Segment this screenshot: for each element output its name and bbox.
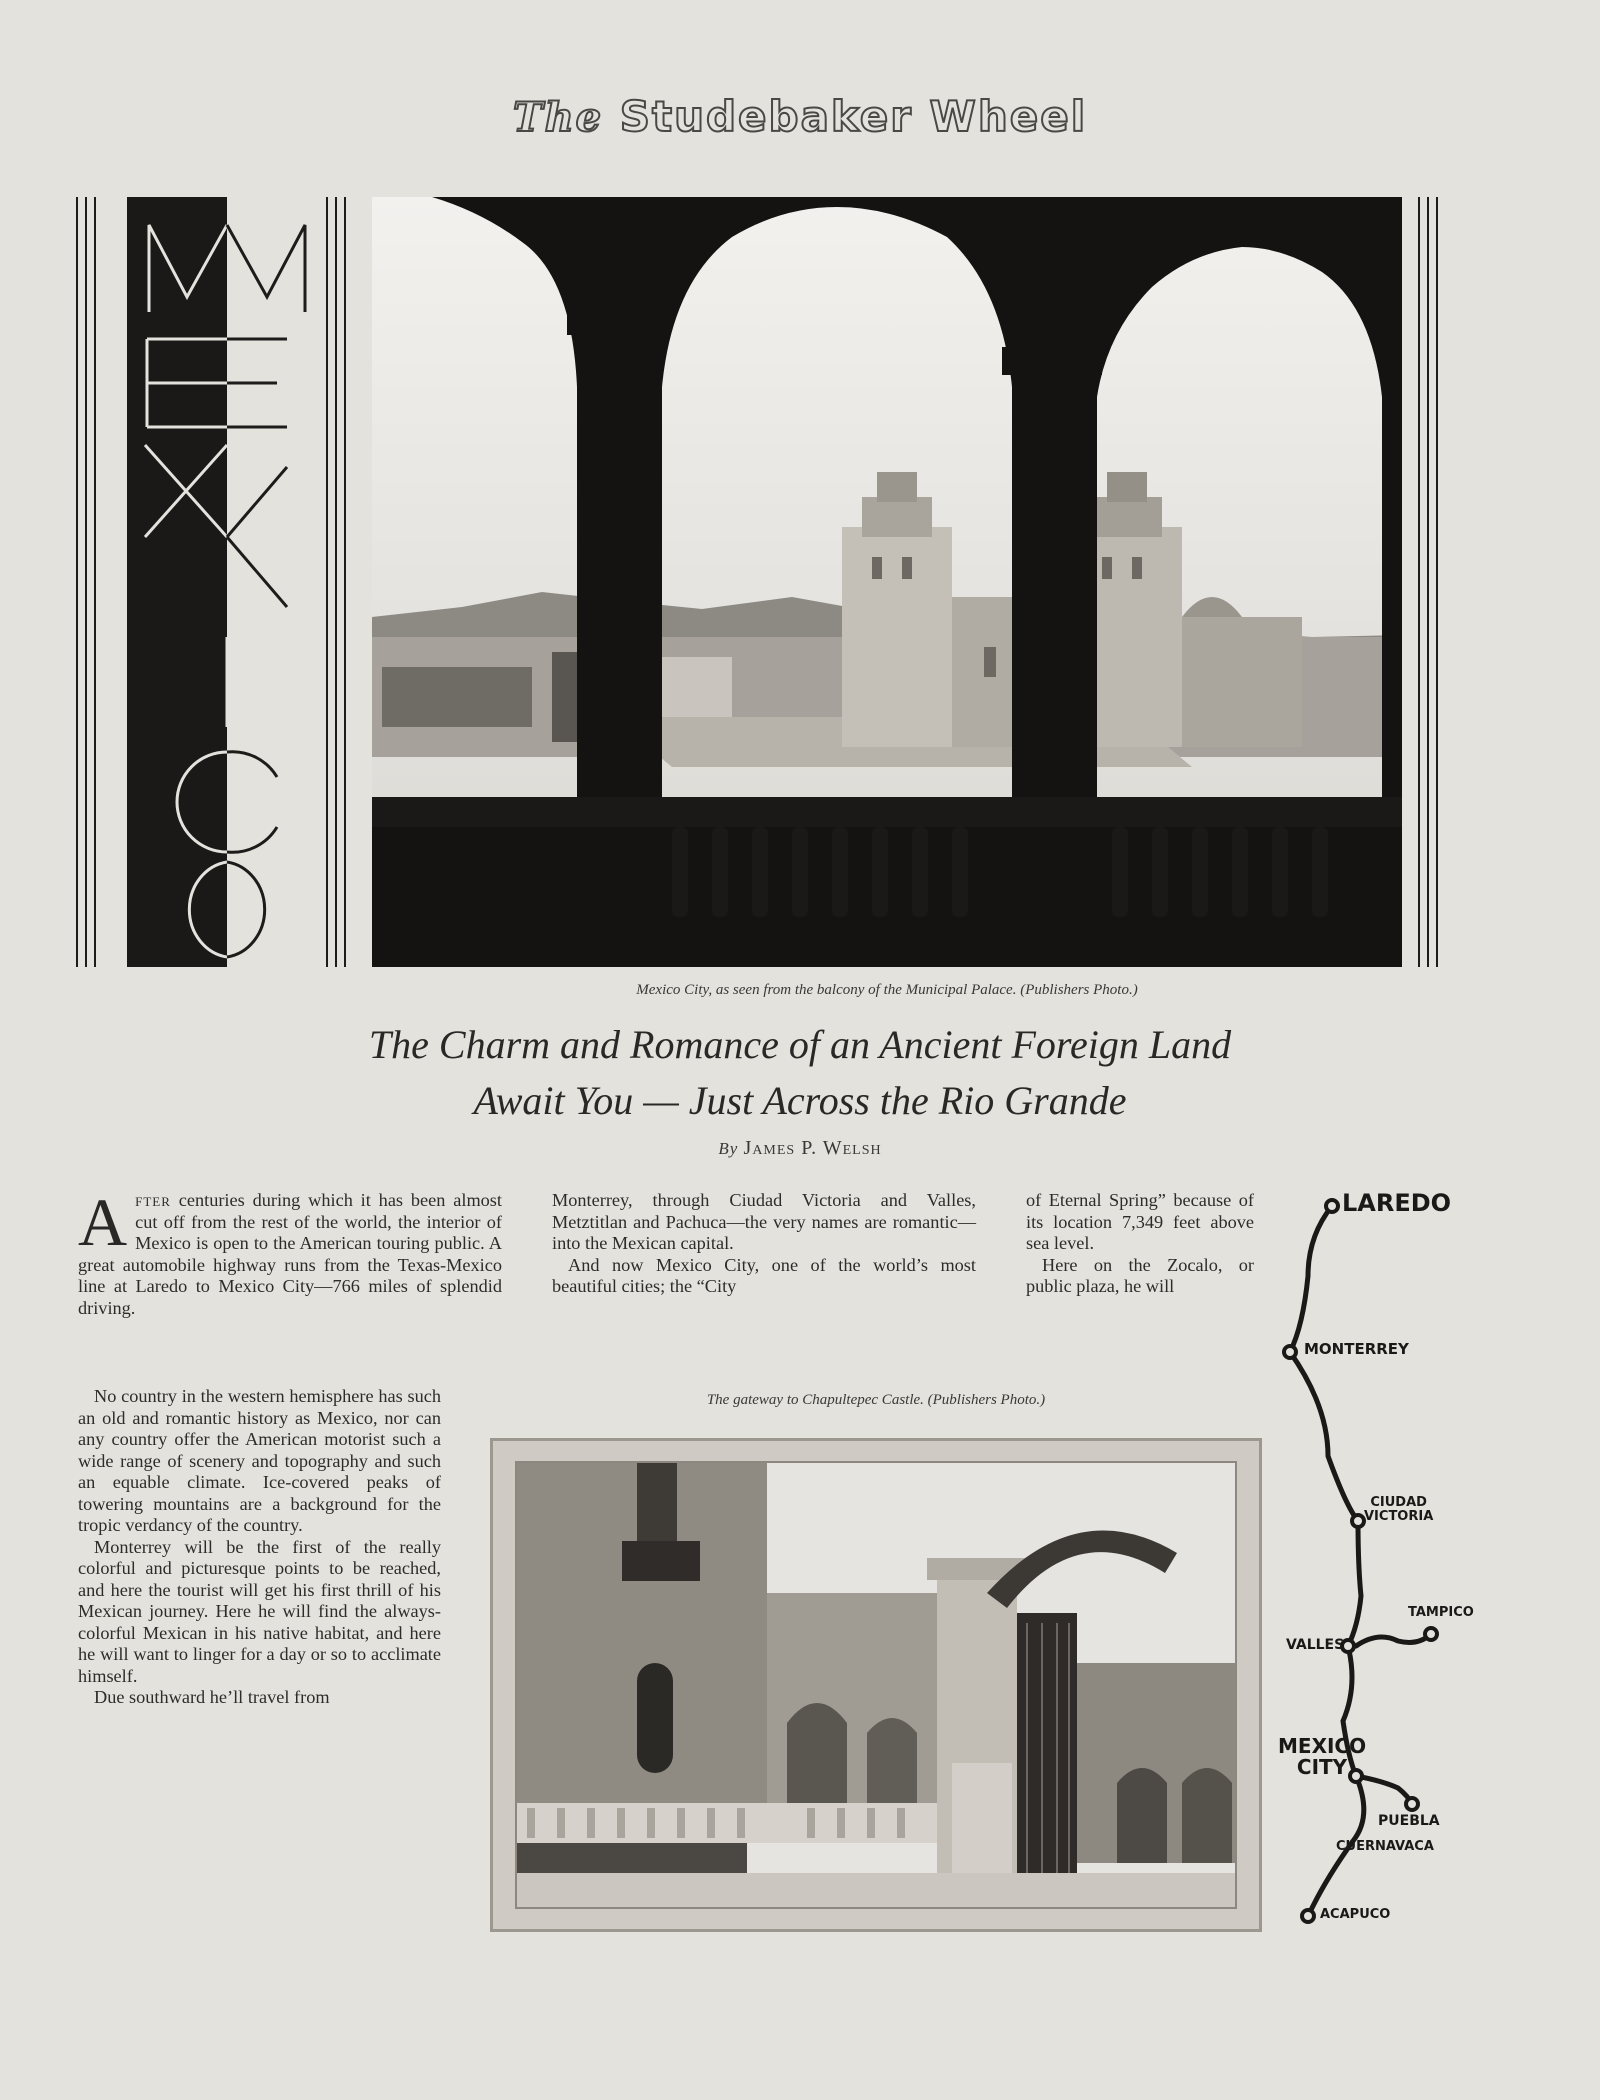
headline-line-2: Await You — Just Across the Rio Grande [473, 1078, 1127, 1123]
map-marker-tampico [1425, 1628, 1437, 1640]
article-paragraph: Monterrey will be the first of the really colorful and picturesque points to be reached, and here the tourist will get his first thrill of his Mexican journey. Here he will find the always-colorful Mexican in his native habitat, and here he will want to linger for a day or so to acclimate himself. [78, 1536, 441, 1686]
left-rules [76, 197, 116, 967]
main-photo [372, 197, 1402, 967]
article-column-1-continued [78, 1386, 441, 1709]
map-label-ciudad-victoria [1364, 1496, 1433, 1523]
balcony-arches-illustration [372, 197, 1402, 967]
letter-x [145, 445, 287, 607]
route-map [1268, 1176, 1474, 1936]
headline-line-1: The Charm and Romance of an Ancient Foreign Land [368, 1022, 1232, 1067]
map-label-ciudad: CIUDAD [1370, 1495, 1427, 1510]
map-label-mexico: MEXICO [1278, 1734, 1367, 1758]
letter-m [149, 225, 227, 312]
paragraph-text: centuries during which it has been almost cut off from the rest of the world, the interior of Mexico is open to the American touring public. A great automobile highway runs from the Texas-Mexico line at Laredo to Mexico City—766 miles of splendid driving. [78, 1190, 502, 1318]
map-marker-ciudad-victoria [1352, 1515, 1364, 1527]
map-label-mexico-city [1278, 1736, 1366, 1778]
gate-photo [490, 1438, 1262, 1932]
article-paragraph: Monterrey, through Ciudad Victoria and Valles, Metztitlan and Pachuca—the very names are romantic—into the Mexican capital. [552, 1190, 976, 1253]
right-rules [1418, 197, 1458, 967]
map-label-acapuco: ACAPUCO [1320, 1907, 1391, 1922]
article-paragraph: And now Mexico City, one of the world’s most beautiful cities; the “City [552, 1254, 976, 1296]
map-label-tampico: TAMPICO [1408, 1605, 1474, 1620]
map-marker-laredo [1326, 1200, 1338, 1212]
masthead [0, 92, 1600, 141]
article-column-2 [552, 1190, 976, 1298]
main-photo-caption: Mexico City, as seen from the balcony of the Municipal Palace. (Publishers Photo.) [636, 982, 1138, 998]
map-label-puebla: PUEBLA [1378, 1813, 1440, 1829]
letter-e [147, 339, 287, 427]
article-column-3 [1026, 1190, 1254, 1298]
map-marker-acapuco [1302, 1910, 1314, 1922]
map-marker-puebla [1406, 1798, 1418, 1810]
article-paragraph: No country in the western hemisphere has such an old and romantic history as Mexico, nor can any country offer the American motorist such a wide range of scenery and topography and such an equable climate. Ice-covered peaks of towering mountains are a background for the tropic verdancy of the country. [78, 1386, 441, 1535]
map-label-laredo: LAREDO [1342, 1189, 1452, 1217]
map-label-monterrey: MONTERREY [1304, 1340, 1409, 1358]
map-label-cuernavaca: CUERNAVACA [1336, 1839, 1434, 1854]
map-label-valles: VALLES [1286, 1637, 1345, 1653]
byline [0, 1137, 1600, 1160]
masthead-the: The [512, 94, 604, 141]
article-paragraph [78, 1184, 502, 1319]
article-paragraph: of Eternal Spring” because of its location 7,349 feet above sea level. [1026, 1190, 1254, 1253]
chapultepec-gateway-illustration [517, 1463, 1237, 1909]
article-paragraph: Here on the Zocalo, or public plaza, he will [1026, 1254, 1254, 1296]
map-label-city: CITY [1296, 1755, 1348, 1779]
byline-author: James P. Welsh [743, 1137, 882, 1159]
gate-photo-image [515, 1461, 1237, 1909]
article-paragraph: Due southward he’ll travel from [94, 1687, 330, 1707]
byline-by: By [718, 1139, 739, 1158]
map-label-victoria: VICTORIA [1364, 1508, 1434, 1524]
map-marker-monterrey [1284, 1346, 1296, 1358]
article-column-1 [78, 1184, 502, 1319]
letter-c [177, 752, 277, 853]
letter-o [189, 862, 264, 957]
masthead-title: Studebaker Wheel [619, 92, 1088, 141]
side-title-letters [127, 197, 327, 967]
middle-rules [326, 197, 366, 967]
lead-smallcaps: fter [135, 1190, 171, 1210]
drop-cap: A [78, 1184, 128, 1260]
gate-photo-caption: The gateway to Chapultepec Castle. (Publishers Photo.) [706, 1392, 1046, 1408]
